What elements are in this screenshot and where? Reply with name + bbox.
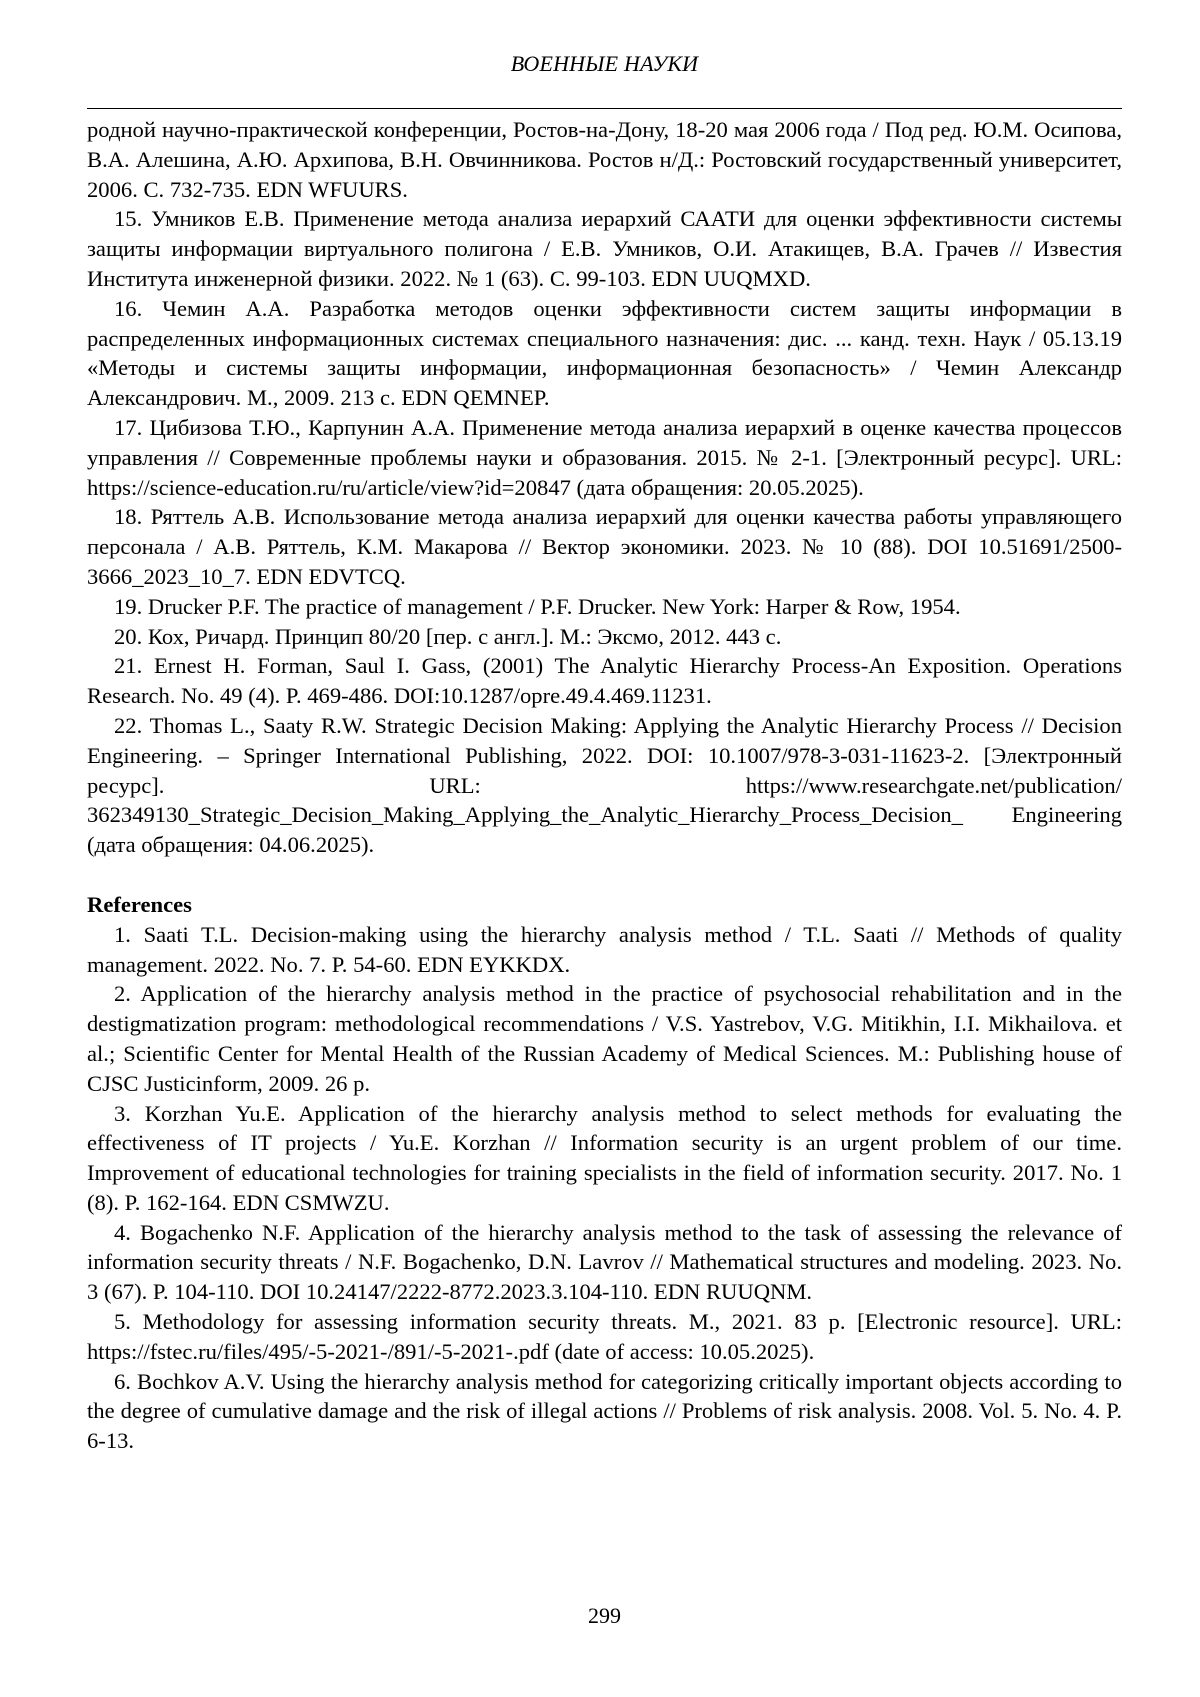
running-head: ВОЕННЫЕ НАУКИ [510,51,699,76]
reference-continuation: родной научно-практической конференции, Ростов-на-Дону, 18-20 мая 2006 года / Под ред. Ю.М. Осипова, В.А. Алешина, А.Ю. Архипова, В.Н. Овчинникова. Ростов н/Д.: Ростовский государственный университет, 2006. С. 732-735. EDN WFUURS. [87,117,1122,202]
reference-item-19: 19. Drucker P.F. The practice of management / P.F. Drucker. New York: Harper & Row, 1954. [114,593,961,619]
english-reference-4: 4. Bogachenko N.F. Application of the hierarchy analysis method to the task of assessing the relevance of information security threats / N.F. Bogachenko, D.N. Lavrov // Mathematical structures and modeling. 2023. No. 3 (67). P. 104-110. DOI 10.24147/2222-8772.2023.3.104-110. EDN RUUQNM. [87,1219,1122,1305]
header-rule [87,108,1122,109]
english-reference-2: 2. Application of the hierarchy analysis method in the practice of psychosocial rehabilitation and in the destigmatization program: methodological recommendations / V.S. Yastrebov, V.G. Mitikhin, I.I. Mikhailova. et al.; Scientific Center for Mental Health of the Russian Academy of Medical Sciences. M.: Publishing house of CJSC Justicinform, 2009. 26 p. [87,981,1122,1096]
reference-item-22: 22. Thomas L., Saaty R.W. Strategic Decision Making: Applying the Analytic Hierarchy Process // Decision Engineering. – Springer International Publishing, 2022. DOI: 10.1007/978-3-031-11623-2. [Электронный ресурс]. URL: https://www.researchgate.net/publication/ 362349130_Strategic_Decision_Making_Applying_the_Analytic_Hierarchy_Process_Decision_ Engineering (дата обращения: 04.06.2025). [87,712,1122,858]
reference-item-21: 21. Ernest H. Forman, Saul I. Gass, (2001) The Analytic Hierarchy Process-An Exposition. Operations Research. No. 49 (4). P. 469-486. DOI:10.1287/opre.49.4.469.11231. [87,653,1122,709]
reference-item-20: 20. Кох, Ричард. Принцип 80/20 [пер. с англ.]. М.: Эксмо, 2012. 443 с. [114,623,782,649]
english-reference-3: 3. Korzhan Yu.E. Application of the hierarchy analysis method to select methods for evaluating the effectiveness of IT projects / Yu.E. Korzhan // Information security is an urgent problem of our time. Improvement of educational technologies for training specialists in the field of information security. 2017. No. 1 (8). P. 162-164. EDN CSMWZU. [87,1100,1122,1215]
english-reference-5: 5. Methodology for assessing information security threats. M., 2021. 83 p. [Electronic resource]. URL: https://fstec.ru/files/495/-5-2021-/891/-5-2021-.pdf (date of access: 10.05.2025). [87,1309,1122,1364]
reference-item-16: 16. Чемин А.А. Разработка методов оценки эффективности систем защиты информации в распределенных информационных системах специального назначения: дис. ... канд. техн. Наук / 05.13.19 «Методы и системы защиты информации, информационная безопасность» / Чемин Александр Александрович. М., 2009. 213 с. EDN QEMNEP. [87,295,1122,411]
reference-item-15: 15. Умников Е.В. Применение метода анализа иерархий СААТИ для оценки эффективности системы защиты информации виртуального полигона / Е.В. Умников, О.И. Атакищев, В.А. Грачев // Известия Института инженерной физики. 2022. № 1 (63). С. 99-103. EDN UUQMXD. [87,206,1122,291]
page-number: 299 [588,1603,621,1628]
reference-list [87,115,1122,1456]
english-reference-6: 6. Bochkov A.V. Using the hierarchy analysis method for categorizing critically important objects according to the degree of cumulative damage and the risk of illegal actions // Problems of risk analysis. 2008. Vol. 5. No. 4. P. 6-13. [87,1368,1122,1454]
references-heading: References [87,891,192,917]
reference-item-17: 17. Цибизова Т.Ю., Карпунин А.А. Применение метода анализа иерархий в оценке качества процессов управления // Современные проблемы науки и образования. 2015. № 2-1. [Электронный ресурс]. URL: https://science-education.ru/ru/article/view?id=20847 (дата обращения: 20.05.2025). [87,414,1122,500]
journal-page [87,0,1122,1697]
reference-item-18: 18. Ряттель А.В. Использование метода анализа иерархий для оценки качества работы управляющего персонала / А.В. Ряттель, К.М. Макарова // Вектор экономики. 2023. № 10 (88). DOI 10.51691/2500-3666_2023_10_7. EDN EDVTCQ. [87,504,1122,589]
english-reference-1: 1. Saati T.L. Decision-making using the hierarchy analysis method / T.L. Saati // Methods of quality management. 2022. No. 7. P. 54-60. EDN EYKKDX. [87,921,1122,977]
